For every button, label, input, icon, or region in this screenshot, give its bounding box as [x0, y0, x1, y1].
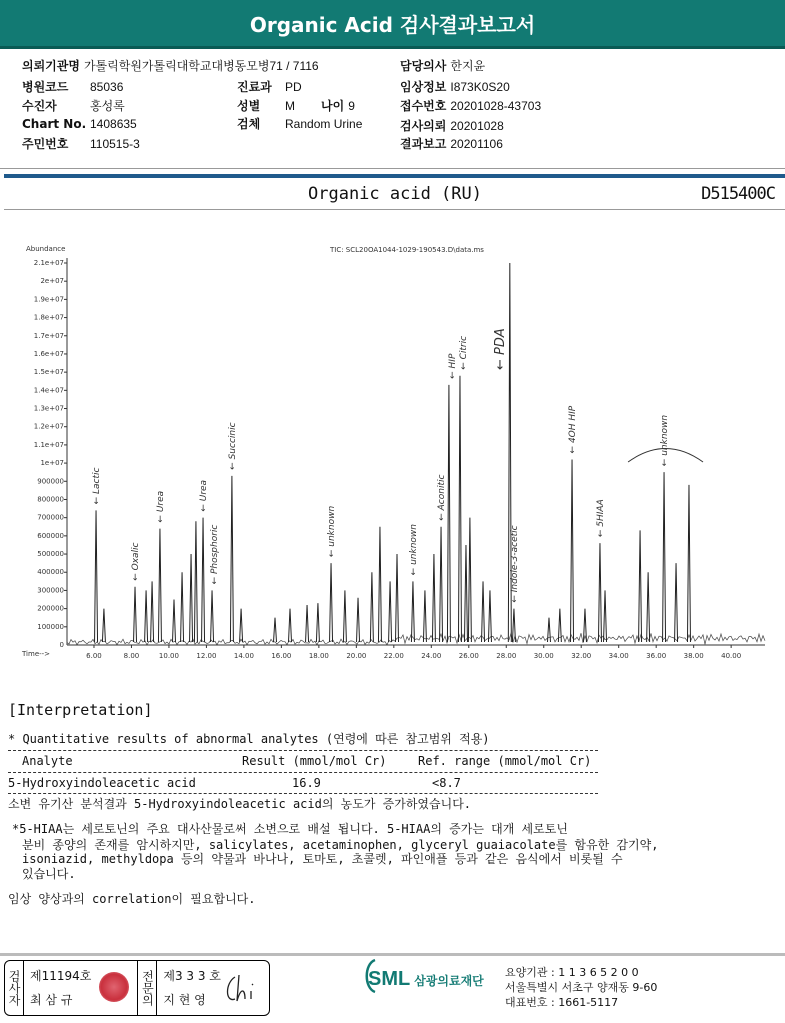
interpretation-section [8, 700, 658, 908]
chromatogram-peak [378, 527, 381, 642]
y-tick-label: 100000 [37, 622, 64, 631]
chromatogram-peak [482, 581, 485, 642]
y-tick-label: 0 [59, 641, 64, 649]
x-tick-label: 6.00 [86, 652, 102, 660]
chromatogram-peak [370, 572, 373, 642]
chart-title: TIC: SCL20OA1044-1029-190543.D\data.ms [330, 246, 484, 254]
age-value: 9 [348, 99, 355, 113]
y-tick-label: 1.2e+07 [33, 422, 64, 431]
chromatogram-peak [411, 581, 414, 642]
tester-label [5, 961, 24, 1015]
result: 16.9 [292, 775, 321, 790]
doctor-value: 한지윤 [450, 59, 486, 73]
peak-annotation: ← Urea [155, 490, 166, 523]
peak-annotation: ← unknown [327, 505, 338, 558]
x-tick-label: 20.00 [346, 652, 367, 660]
org-name: 삼광의료재단 [414, 974, 484, 988]
chromatogram-peak [316, 603, 319, 642]
peak-annotation: ← Phosphoric [210, 524, 221, 585]
chromatogram-peak [598, 543, 601, 642]
x-tick-label: 34.00 [608, 652, 629, 660]
peak-annotation: ← HIP [448, 353, 459, 379]
table-row [8, 775, 598, 792]
chromatogram-peak [663, 472, 666, 642]
chromatogram-peak [102, 609, 105, 642]
y-axis-label: Abundance [26, 245, 66, 253]
report-title-bar [0, 0, 785, 49]
label: 담당의사 [400, 59, 447, 73]
section-title: Organic acid (RU) [308, 184, 482, 204]
chromatogram-peak [202, 518, 205, 642]
y-tick-label: 1.4e+07 [33, 386, 64, 395]
chromatogram-peak [571, 459, 574, 642]
y-tick-label: 200000 [37, 604, 64, 613]
x-tick-label: 38.00 [683, 652, 704, 660]
x-tick-label: 36.00 [646, 652, 667, 660]
patient-value: 홍성록 [90, 99, 125, 113]
tester-info [24, 961, 91, 1015]
chromatogram-chart [0, 240, 785, 660]
ref-range: <8.7 [432, 775, 461, 790]
label: 임상정보 [400, 80, 447, 94]
x-axis-label: Time--> [22, 650, 51, 658]
x-tick-label: 24.00 [421, 652, 442, 660]
y-tick-label: 600000 [37, 531, 64, 540]
test-code: D515400C [701, 184, 775, 204]
signature-box [4, 960, 270, 1016]
chromatogram-peak [230, 476, 233, 642]
y-tick-label: 900000 [37, 477, 64, 486]
section-bar [4, 174, 785, 178]
label: 주민번호 [22, 137, 69, 151]
peak-annotation: ← 4OH HIP [568, 405, 579, 454]
signature-icon [221, 969, 261, 1009]
specialist-name: 지 현 영 [163, 993, 206, 1007]
divider [8, 772, 598, 773]
x-tick-label: 10.00 [158, 652, 179, 660]
sex-value: M [285, 99, 295, 113]
chromatogram-peak [458, 376, 461, 642]
divider [4, 209, 785, 210]
label: 접수번호 [400, 99, 447, 113]
y-tick-label: 1.5e+07 [33, 368, 64, 377]
chromatogram-peak [468, 518, 471, 642]
x-tick-label: 30.00 [533, 652, 554, 660]
note-line: *5-HIAA는 세로토닌의 주요 대사산물로써 소변으로 배설 됩니다. 5-HIAA의 증가는 대개 세로토닌 [12, 822, 568, 837]
y-tick-label: 400000 [37, 568, 64, 577]
label: 검체 [237, 117, 261, 131]
x-tick-label: 18.00 [308, 652, 329, 660]
table-header [8, 753, 598, 770]
specialist-info [157, 961, 221, 1015]
label: 진료과 [237, 80, 272, 94]
hospital-code-value: 85036 [90, 80, 124, 94]
chart-no-value: 1408635 [90, 117, 137, 131]
y-tick-label: 800000 [37, 495, 64, 504]
label: 검사자 [7, 970, 21, 1006]
label: 성별 [237, 99, 261, 113]
request-value: 20201028 [450, 119, 504, 133]
y-tick-label: 1.8e+07 [33, 313, 64, 322]
chromatogram-peak [172, 600, 175, 642]
baseline-trace [67, 633, 765, 645]
chromatogram-peak [547, 618, 550, 642]
chromatogram-peak [306, 605, 309, 642]
seal-stamp-icon [99, 972, 129, 1002]
label: 결과보고 [400, 137, 447, 151]
label: 수진자 [22, 99, 57, 113]
peak-annotation: ← unknown [660, 414, 671, 467]
y-tick-label: 1e+07 [40, 459, 64, 468]
closing: 임상 양상과의 correlation이 필요합니다. [8, 892, 256, 907]
org-contact [505, 965, 657, 1010]
chromatogram-peak [240, 609, 243, 642]
chromatogram-peak [357, 598, 360, 642]
x-tick-label: 40.00 [721, 652, 742, 660]
chromatogram-peak [151, 581, 154, 642]
chromatogram-peak [95, 510, 98, 642]
id-value: 110515-3 [90, 137, 140, 151]
chromatogram-peak [158, 529, 161, 642]
sex-age-row [237, 97, 355, 115]
x-tick-label: 12.00 [196, 652, 217, 660]
chromatogram-peak [274, 618, 277, 642]
y-tick-label: 1.1e+07 [33, 440, 64, 449]
x-tick-label: 28.00 [496, 652, 517, 660]
specialist-no: 제3 3 3 호 [163, 969, 221, 983]
chromatogram-peak [432, 554, 435, 642]
peak-annotation: ← Oxalic [131, 542, 142, 581]
chromatogram-peak [512, 609, 515, 642]
x-tick-label: 8.00 [123, 652, 140, 660]
interpretation-subtitle: * Quantitative results of abnormal analytes (연령에 따른 참고범위 적용) [8, 732, 490, 746]
divider [0, 168, 785, 169]
col-ref: Ref. range (mmol/mol Cr) [418, 753, 592, 768]
clinical-value: I873K0S20 [450, 80, 510, 94]
specialist-label [137, 961, 157, 1015]
peak-annotation: ← Urea [199, 479, 210, 512]
col-analyte: Analyte [22, 753, 73, 768]
dept-value: PD [285, 80, 302, 94]
note-line: 분비 종양의 존재를 암시하지만, salicylates, acetaminophen, glyceryl guaiacolate를 함유한 감기약, [22, 837, 659, 852]
analyte: 5-Hydroxyindoleacetic acid [8, 775, 196, 790]
label: 의뢰기관명 [22, 59, 80, 73]
chromatogram-peak [440, 527, 443, 642]
chromatogram-peak [447, 385, 450, 642]
note-line: 있습니다. [22, 866, 76, 881]
address: 서울특별시 서초구 양재동 9-60 [505, 981, 658, 994]
chromatogram-peak [604, 590, 607, 642]
label: 전문의 [140, 970, 155, 1006]
y-tick-label: 700000 [37, 513, 64, 522]
chromatogram-peak [289, 609, 292, 642]
phone: 대표번호 : 1661-5117 [505, 996, 619, 1009]
label: 검사의뢰 [400, 119, 447, 133]
y-tick-label: 1.3e+07 [33, 404, 64, 413]
chromatogram-peak [343, 590, 346, 642]
y-tick-label: 2e+07 [40, 277, 64, 286]
y-tick-label: 2.1e+07 [33, 259, 64, 267]
x-tick-label: 32.00 [571, 652, 592, 660]
label: Chart No. [22, 117, 87, 131]
col-result: Result (mmol/mol Cr) [242, 753, 387, 768]
peak-annotation: ← 5HIAA [595, 499, 606, 538]
y-tick-label: 1.9e+07 [33, 295, 64, 304]
y-tick-label: 300000 [37, 586, 64, 595]
receipt-value: 20201028-43703 [450, 99, 542, 113]
chromatogram-peak [558, 609, 561, 642]
hospital-code-row [22, 78, 123, 96]
chromatogram-peak [464, 545, 467, 642]
chart-no-row [22, 117, 137, 135]
chromatogram-peak [423, 590, 426, 642]
note-line: isoniazid, methyldopa 등의 약물과 바나나, 토마토, 초콜렛, 파인애플 등과 같은 음식에서 비롯될 수 [22, 852, 623, 867]
chromatogram-peak [211, 590, 214, 642]
divider [8, 793, 598, 794]
chromatogram-peak [675, 563, 678, 642]
patient-row [22, 97, 125, 115]
doctor-row [400, 57, 485, 75]
report-title: Organic Acid 검사결과보고서 [249, 12, 536, 37]
institution-code: 요양기관 : 1 1 3 6 5 2 0 0 [505, 966, 639, 979]
chromatogram-peak [134, 587, 137, 642]
org-logo [362, 962, 484, 991]
logo-text: SML [368, 968, 411, 990]
specimen-value: Random Urine [285, 117, 363, 131]
summary: 소변 유기산 분석결과 5-Hydroxyindoleacetic acid의 농도가 증가하였습니다. [8, 797, 472, 812]
peak-annotation: ← unknown [408, 524, 419, 576]
y-tick-label: 1.6e+07 [33, 349, 64, 358]
dept-row [237, 78, 302, 96]
chromatogram-peak [181, 572, 184, 642]
report-row [400, 135, 503, 153]
institution-row [22, 57, 319, 75]
chromatogram-peak [190, 554, 193, 642]
label: 병원코드 [22, 80, 69, 94]
x-tick-label: 14.00 [233, 652, 254, 660]
chromatogram-peak [687, 485, 690, 642]
logo-arc-icon [364, 958, 376, 994]
chromatogram-peak [396, 554, 399, 642]
chromatogram-peak [647, 572, 650, 642]
peak-annotation: ← Aconitic [437, 474, 448, 521]
divider [0, 953, 785, 956]
peak-annotation: ← Lactic [92, 467, 103, 505]
id-row [22, 135, 140, 153]
report-value: 20201106 [450, 137, 503, 151]
peak-annotation: ← Succinic [227, 422, 238, 470]
peak-annotation: ← PDA [492, 328, 508, 370]
divider [8, 750, 598, 751]
specimen-row [237, 115, 362, 133]
tester-name: 최 삼 규 [30, 993, 73, 1007]
receipt-row [400, 97, 541, 115]
chromatogram-peak [389, 581, 392, 642]
institution-value: 가톨릭학원가톨릭대학교대병동모병71 / 7116 [83, 59, 319, 73]
peak-annotation: ← Citric [459, 335, 470, 370]
y-tick-label: 500000 [37, 550, 64, 559]
chromatogram-peak [639, 530, 642, 642]
x-tick-label: 26.00 [458, 652, 479, 660]
chromatogram-peak [488, 590, 491, 642]
tester-no: 제11194호 [30, 969, 92, 983]
chromatogram-peak [145, 590, 148, 642]
x-tick-label: 22.00 [383, 652, 404, 660]
y-tick-label: 1.7e+07 [33, 331, 64, 340]
interpretation-heading: [Interpretation] [8, 701, 153, 719]
clinical-row [400, 78, 510, 96]
x-tick-label: 16.00 [271, 652, 292, 660]
peak-annotation: ← Indole-3-acetic [509, 525, 520, 603]
chromatogram-peak [194, 521, 197, 642]
label: 나이 [321, 99, 345, 113]
request-row [400, 117, 504, 135]
chromatogram-peak [330, 563, 333, 642]
